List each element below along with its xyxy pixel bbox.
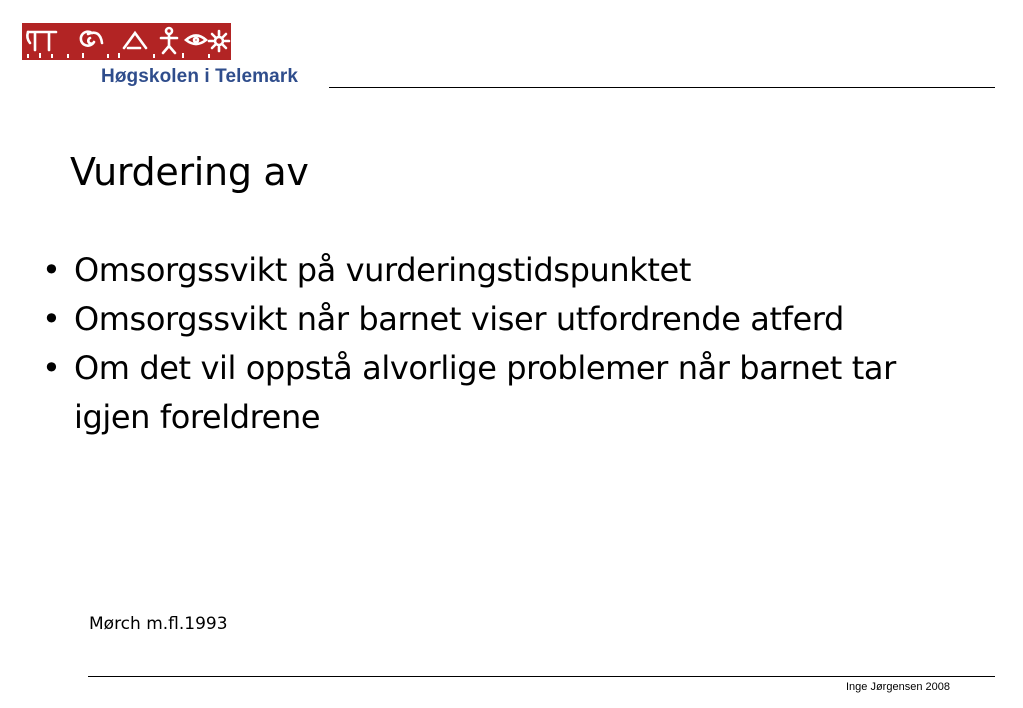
bullet-dot-icon: •: [42, 251, 61, 289]
institution-name: Høgskolen i Telemark: [101, 66, 298, 87]
slide-title: Vurdering av: [70, 150, 309, 194]
bullet-item: [40, 344, 980, 442]
reference-citation: Mørch m.fl.1993: [89, 614, 228, 634]
bullet-dot-icon: •: [42, 349, 61, 387]
logo-banner: [22, 23, 231, 60]
rock-carving-logo-icon: [22, 23, 231, 60]
bullet-text: Omsorgssvikt når barnet viser utfordrende atferd: [74, 300, 844, 338]
bullet-item: [40, 246, 980, 295]
bullet-text: Omsorgssvikt på vurderingstidspunktet: [74, 251, 691, 289]
header-divider: [329, 87, 995, 88]
bullet-dot-icon: •: [42, 300, 61, 338]
footer-author: Inge Jørgensen 2008: [846, 681, 950, 693]
bullet-text: Om det vil oppstå alvorlige problemer når barnet tar igjen foreldrene: [74, 349, 896, 436]
bullet-list: [40, 246, 980, 442]
bullet-item: [40, 295, 980, 344]
footer-divider: [88, 676, 995, 677]
